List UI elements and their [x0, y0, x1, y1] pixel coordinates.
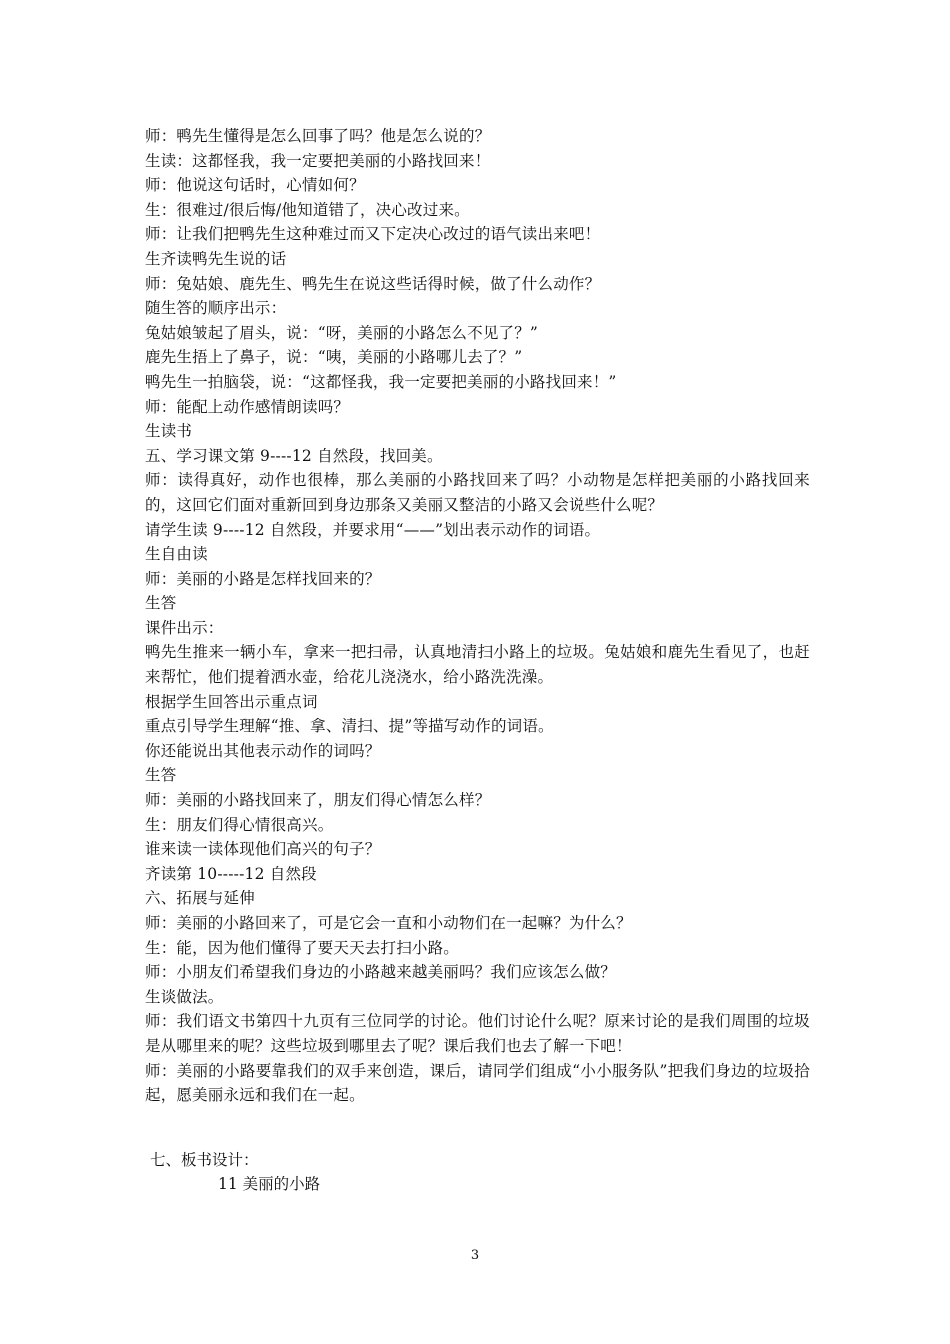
text-line: 生：朋友们得心情很高兴。: [145, 815, 334, 834]
text-line: 师：美丽的小路找回来了，朋友们得心情怎么样？: [145, 791, 491, 810]
text-line: 生：很难过/很后悔/他知道错了，决心改过来。: [145, 200, 470, 219]
text-line: 生：能，因为他们懂得了要天天去打扫小路。: [145, 938, 460, 957]
text-line: 生自由读: [145, 545, 208, 564]
text-line: 齐读第 10-----12 自然段: [145, 864, 317, 883]
text-line: 重点引导学生理解“推、拿、清扫、提”等描写动作的词语。: [145, 717, 554, 736]
text-line: 师：兔姑娘、鹿先生、鸭先生在说这些话得时候，做了什么动作？: [145, 274, 601, 293]
text-line: 生齐读鸭先生说的话: [145, 249, 287, 268]
text-line: 兔姑娘皱起了眉头，说：“呀，美丽的小路怎么不见了？”: [145, 323, 539, 342]
text-line: 鸭先生一拍脑袋，说：“这都怪我，我一定要把美丽的小路找回来！”: [145, 372, 617, 391]
text-line: 生谈做法。: [145, 987, 224, 1006]
text-line: 随生答的顺序出示：: [145, 299, 287, 318]
paragraph: 师：美丽的小路要靠我们的双手来创造，课后，请同学们组成“小小服务队”把我们身边的垃圾拾起，愿美丽永远和我们在一起。: [145, 1061, 810, 1105]
paragraph: 师：读得真好，动作也很棒，那么美丽的小路找回来了吗？小动物是怎样把美丽的小路找回来的，这回它们面对重新回到身边那条又美丽又整洁的小路又会说些什么呢？: [145, 471, 810, 514]
paragraph: 鸭先生推来一辆小车，拿来一把扫帚，认真地清扫小路上的垃圾。兔姑娘和鹿先生看见了，也赶来帮忙，他们提着洒水壶，给花儿浇浇水，给小路洗洗澡。: [145, 643, 810, 687]
text-line: 鹿先生捂上了鼻子，说：“咦，美丽的小路哪儿去了？”: [145, 348, 523, 367]
text-line: 师：美丽的小路回来了，可是它会一直和小动物们在一起嘛？为什么？: [145, 914, 632, 932]
page-number: 3: [470, 1248, 480, 1263]
text-line: 师：他说这句话时，心情如何？: [145, 176, 365, 195]
text-line: 根据学生回答出示重点词: [145, 692, 318, 711]
text-line: 师：小朋友们希望我们身边的小路越来越美丽吗？我们应该怎么做？: [145, 963, 617, 982]
text-line: 生读书: [145, 422, 193, 441]
text-line: 师：鸭先生懂得是怎么回事了吗？他是怎么说的？: [145, 127, 491, 145]
paragraph: 师：我们语文书第四十九页有三位同学的讨论。他们讨论什么呢？原来讨论的是我们周围的垃圾是从哪里来的呢？这些垃圾到哪里去了呢？课后我们也去了解一下吧！: [145, 1012, 810, 1055]
text-line: 师：美丽的小路是怎样找回来的？: [145, 569, 381, 588]
board-design-title: 11 美丽的小路: [218, 1175, 321, 1193]
text-line: 生读：这都怪我，我一定要把美丽的小路找回来！: [145, 151, 491, 170]
section-heading-6: 六、拓展与延伸: [145, 889, 255, 908]
text-line: 谁来读一读体现他们高兴的句子？: [145, 840, 381, 859]
text-line: 生答: [145, 594, 177, 613]
section-heading-7: 七、板书设计：: [150, 1151, 259, 1169]
section-heading-5: 五、学习课文第 9----12 自然段，找回美。: [145, 446, 443, 465]
text-line: 你还能说出其他表示动作的词吗？: [145, 741, 381, 760]
text-line: 师：能配上动作感情朗读吗？: [145, 397, 350, 416]
text-line: 师：让我们把鸭先生这种难过而又下定决心改过的语气读出来吧！: [145, 225, 601, 244]
text-line: 生答: [145, 766, 177, 785]
lesson-body: [145, 124, 810, 1108]
text-line: 请学生读 9----12 自然段，并要求用“——”划出表示动作的词语。: [145, 520, 601, 539]
text-line: 课件出示：: [145, 618, 224, 637]
